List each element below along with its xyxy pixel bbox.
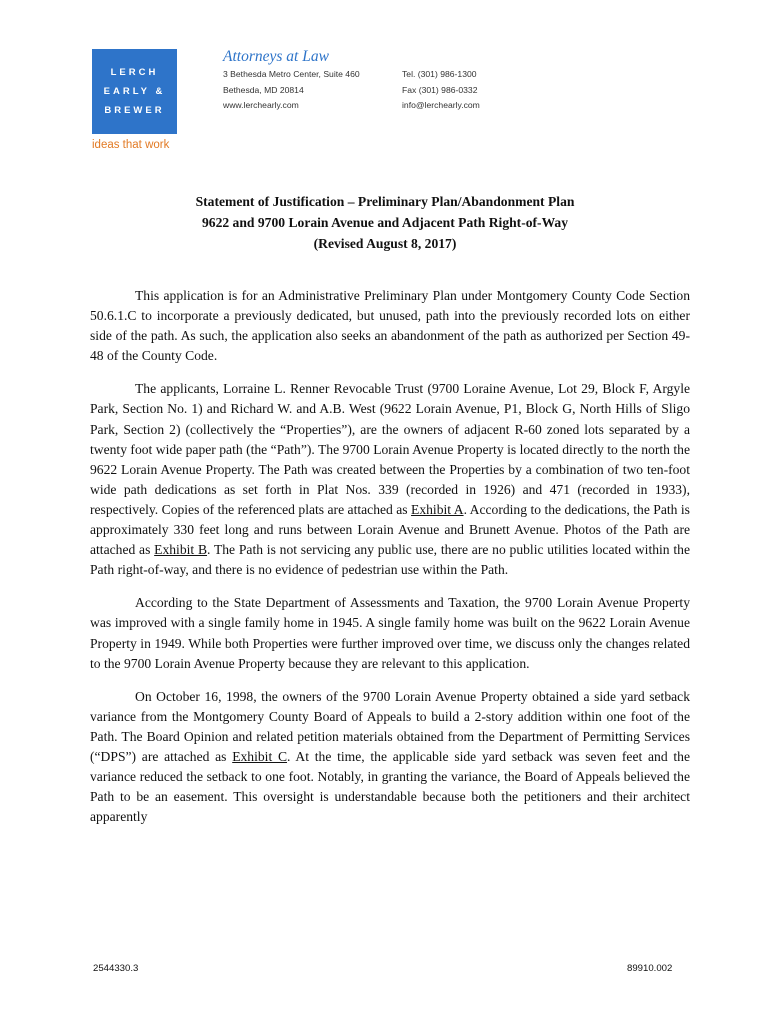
address-line-1: 3 Bethesda Metro Center, Suite 460 — [223, 69, 360, 79]
fax: Fax (301) 986-0332 — [402, 84, 478, 95]
firm-logo — [92, 49, 177, 134]
logo-line-3: BREWER — [104, 105, 165, 116]
heading-revision-date: (Revised August 8, 2017) — [313, 236, 457, 251]
logo-line-2: EARLY & — [103, 86, 166, 97]
heading-title: Statement of Justification – Preliminary Plan/Abandonment Plan — [195, 194, 575, 209]
firm-contact — [402, 67, 480, 114]
exhibit-b-reference: Exhibit B — [154, 542, 208, 558]
address-line-2: Bethesda, MD 20814 — [223, 84, 304, 95]
paragraph-4-text-b: . At the time, the applicable side yard setback was seven feet and the variance reduced the setback to one foot. Notably, in granting the variance, the Board of Appeals believed the Path to be an easement. This oversight is understandable because both the petitioners and their architect apparently — [90, 748, 690, 825]
firm-address — [223, 67, 360, 114]
exhibit-a-reference: Exhibit A — [411, 501, 464, 517]
paragraph-4 — [90, 687, 690, 828]
paragraph-2 — [90, 379, 690, 580]
paragraph-2-text-c: . The Path is not servicing any public use, there are no public utilities located within the Path right-of-way, and there is no evidence of pedestrian use within the Path. — [90, 542, 690, 578]
website-link[interactable]: www.lerchearly.com — [223, 100, 299, 110]
logo-line-1: LERCH — [110, 67, 159, 78]
firm-tagline: ideas that work — [92, 139, 170, 151]
telephone: Tel. (301) 986-1300 — [402, 69, 477, 79]
heading-subject: 9622 and 9700 Lorain Avenue and Adjacent Path Right-of-Way — [201, 215, 569, 230]
paragraph-2-text-b: . According to the dedications, the Path is approximately 330 feet long and runs between Lorain Avenue and Brunett Avenue. Photos of the Path are attached as — [90, 501, 690, 558]
paragraph-1: This application is for an Administrative Preliminary Plan under Montgomery County Code Section 50.6.1.C to incorporate a previously dedicated, but unused, path into the previously recorded lots on either side of the path. As such, the application also seeks an abandonment of the path as authorized per Section 49-48 of the County Code. — [90, 288, 690, 364]
paragraph-4-text-a: On October 16, 1998, the owners of the 9700 Lorain Avenue Property obtained a side yard setback variance from the Montgomery County Board of Appeals to build a 2-story addition within one foot of the Path. The Board Opinion and related petition materials obtained from the Department of Permitting Services (“DPS”) are attached as — [90, 688, 690, 764]
exhibit-c-reference: Exhibit C — [232, 748, 288, 764]
paragraph-3: According to the State Department of Assessments and Taxation, the 9700 Lorain Avenue Property was improved with a single family home in 1945. A single family home was built on the 9622 Lorain Avenue Property in 1949. While both Properties were further improved over time, we discuss only the changes related to the 9700 Lorain Avenue Property because they are relevant to this application. — [90, 595, 690, 671]
document-body — [90, 286, 690, 840]
paragraph-2-text-a: The applicants, Lorraine L. Renner Revocable Trust (9700 Loraine Avenue, Lot 29, Block F, Argyle Park, Section No. 1) and Richard W. and A.B. West (9622 Lorain Avenue, P1, Block G, North Hills of Sligo Park, Section 2) (collectively the “Properties”), are the owners of adjacent R-60 zoned lots separated by a twenty foot wide paper path (the “Path”). The 9700 Lorain Avenue Property is located directly to the north the 9622 Lorain Avenue Property. The Path was created between the Properties by a combination of two ten-foot wide path dedications as set forth in Plat Nos. 339 (recorded in 1926) and 471 (recorded in 1933), respectively. Copies of the referenced plats are attached as — [90, 381, 690, 517]
document-heading — [0, 191, 770, 254]
email-link[interactable]: info@lerchearly.com — [402, 100, 480, 110]
firm-title: Attorneys at Law — [223, 48, 329, 65]
footer-matter-number: 89910.002 — [627, 963, 673, 974]
footer-document-number: 2544330.3 — [93, 963, 139, 974]
